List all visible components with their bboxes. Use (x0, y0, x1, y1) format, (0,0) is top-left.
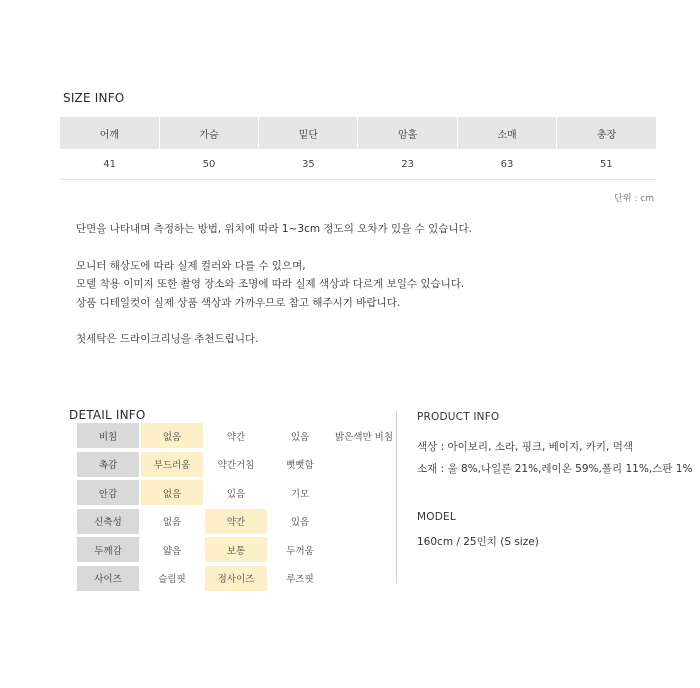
detail-info-title: DETAIL INFO (69, 408, 146, 422)
size-info-title: SIZE INFO (63, 91, 125, 105)
size-value-row (60, 149, 656, 180)
detail-label: 사이즈 (77, 566, 139, 591)
note-line: 상품 디테일컷이 실제 상품 색상과 가까우므로 참고 해주시기 바랍니다. (76, 296, 401, 309)
detail-row-texture (77, 452, 397, 477)
detail-row-sheerness (77, 423, 397, 448)
detail-row-lining (77, 480, 397, 505)
note-line: 첫세탁은 드라이크리닝을 추천드립니다. (76, 333, 259, 346)
detail-option: 두꺼움 (286, 545, 314, 557)
size-header-length: 총장 (557, 117, 656, 149)
detail-option: 약간 (205, 509, 267, 534)
size-header-shoulder: 어깨 (60, 117, 159, 149)
size-header-hem: 밑단 (259, 117, 358, 149)
detail-option: 정사이즈 (205, 566, 267, 591)
model-title: MODEL (417, 511, 456, 523)
product-material-line: 소재 : 울 8%,나일론 21%,레이온 59%,폴리 11%,스판 1% (417, 463, 693, 475)
detail-option: 없음 (162, 517, 182, 529)
detail-option: 없음 (141, 423, 203, 448)
detail-option: 약간거침 (217, 460, 255, 472)
detail-row-stretch (77, 509, 397, 534)
model-spec: 160cm / 25인치 (S size) (417, 536, 539, 548)
size-header-sleeve: 소매 (457, 117, 556, 149)
detail-option: 약간 (226, 431, 246, 443)
detail-option: 있음 (290, 517, 310, 529)
note-line: 단면을 나타내며 측정하는 방법, 위치에 따라 1~3cm 정도의 오차가 있을 수 있습니다. (76, 223, 472, 235)
size-header-armhole: 암홀 (358, 117, 457, 149)
size-value-armhole: 23 (401, 158, 415, 170)
detail-grid (77, 423, 397, 595)
size-value-sleeve: 63 (500, 158, 514, 170)
size-table (60, 117, 656, 180)
detail-option: 기모 (290, 488, 310, 500)
detail-option: 슬림핏 (158, 574, 186, 586)
size-value-hem: 35 (301, 158, 315, 170)
detail-option: 밝은색만 비침 (334, 431, 394, 443)
detail-row-thickness (77, 537, 397, 562)
notes-block (76, 220, 472, 349)
detail-option: 얇음 (162, 545, 182, 557)
note-line: 모델 착용 이미지 또한 촬영 장소와 조명에 따라 실제 색상과 다르게 보일수 있습니다. (76, 278, 465, 291)
size-value-chest: 50 (202, 158, 216, 170)
detail-option: 있음 (290, 431, 310, 443)
detail-option: 보통 (205, 537, 267, 562)
note-line: 모니터 해상도에 따라 실제 컬러와 다를 수 있으며, (76, 259, 306, 272)
size-value-length: 51 (599, 158, 613, 170)
size-table-divider (60, 180, 656, 181)
size-header-row (60, 117, 656, 149)
detail-label: 안감 (77, 480, 139, 505)
detail-option: 부드러움 (141, 452, 203, 477)
product-info-title: PRODUCT INFO (417, 411, 500, 423)
detail-row-fit (77, 566, 397, 591)
product-color-line: 색상 : 아이보리, 소라, 핑크, 베이지, 카키, 먹색 (417, 441, 634, 453)
detail-option: 뻣뻣함 (286, 460, 314, 472)
size-value-shoulder: 41 (103, 158, 117, 170)
size-unit-label: 단위 : cm (614, 194, 654, 204)
detail-label: 비침 (77, 423, 139, 448)
detail-option: 없음 (141, 480, 203, 505)
size-header-chest: 가슴 (159, 117, 258, 149)
detail-option: 있음 (226, 488, 246, 500)
detail-label: 신축성 (77, 509, 139, 534)
detail-label: 촉감 (77, 452, 139, 477)
column-divider (396, 411, 397, 583)
detail-option: 루즈핏 (286, 574, 314, 586)
detail-label: 두께감 (77, 537, 139, 562)
